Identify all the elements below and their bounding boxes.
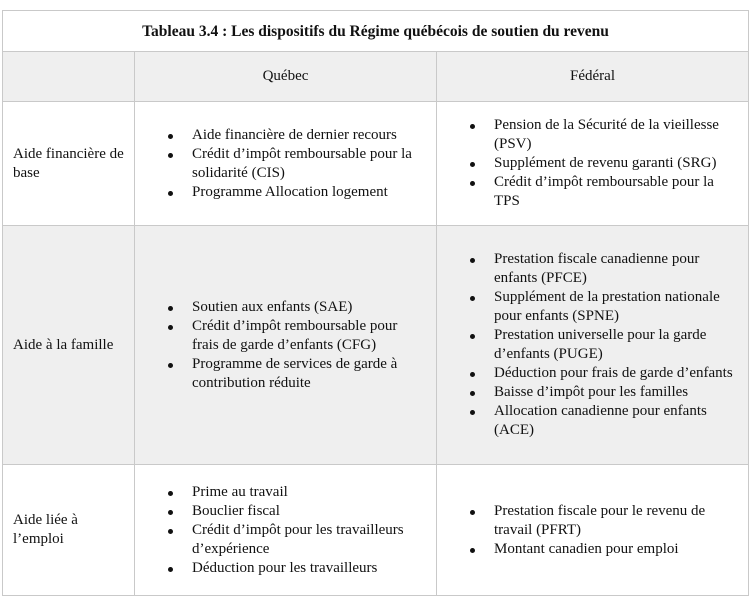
- list-item: Déduction pour frais de garde d’enfants: [437, 364, 738, 383]
- list-item: Prestation universelle pour la garde d’enfants (PUGE): [437, 326, 738, 364]
- row-category: Aide à la famille: [3, 226, 135, 465]
- list-item: Crédit d’impôt pour les travailleurs d’expérience: [135, 521, 426, 559]
- federal-list: [437, 502, 748, 559]
- list-item: Prestation fiscale canadienne pour enfants (PFCE): [437, 250, 738, 288]
- table-row-employment-aid: [3, 465, 749, 596]
- list-item: Montant canadien pour emploi: [437, 540, 738, 559]
- list-item: Crédit d’impôt remboursable pour la TPS: [437, 173, 738, 211]
- list-item: Aide financière de dernier recours: [135, 126, 426, 145]
- federal-cell: [437, 226, 749, 465]
- list-item: Programme Allocation logement: [135, 183, 426, 202]
- federal-list: [437, 116, 748, 211]
- header-quebec: Québec: [135, 52, 437, 102]
- header-federal: Fédéral: [437, 52, 749, 102]
- header-row: [3, 52, 749, 102]
- list-item: Supplément de revenu garanti (SRG): [437, 154, 738, 173]
- quebec-cell: [135, 102, 437, 226]
- list-item: Prestation fiscale pour le revenu de travail (PFRT): [437, 502, 738, 540]
- list-item: Supplément de la prestation nationale pour enfants (SPNE): [437, 288, 738, 326]
- support-programs-table: [2, 10, 749, 596]
- table-row-family-aid: [3, 226, 749, 465]
- federal-cell: [437, 465, 749, 596]
- federal-list: [437, 250, 748, 440]
- list-item: Crédit d’impôt remboursable pour frais de garde d’enfants (CFG): [135, 317, 426, 355]
- federal-cell: [437, 102, 749, 226]
- list-item: Pension de la Sécurité de la vieillesse (PSV): [437, 116, 738, 154]
- list-item: Bouclier fiscal: [135, 502, 426, 521]
- quebec-list: [135, 126, 436, 202]
- table-title: Tableau 3.4 : Les dispositifs du Régime québécois de soutien du revenu: [3, 11, 749, 52]
- quebec-cell: [135, 226, 437, 465]
- header-empty-cell: [3, 52, 135, 102]
- quebec-cell: [135, 465, 437, 596]
- list-item: Programme de services de garde à contribution réduite: [135, 355, 426, 393]
- list-item: Soutien aux enfants (SAE): [135, 298, 426, 317]
- quebec-list: [135, 483, 436, 578]
- quebec-list: [135, 298, 436, 393]
- row-category: Aide financière de base: [3, 102, 135, 226]
- list-item: Baisse d’impôt pour les familles: [437, 383, 738, 402]
- list-item: Prime au travail: [135, 483, 426, 502]
- list-item: Crédit d’impôt remboursable pour la solidarité (CIS): [135, 145, 426, 183]
- list-item: Allocation canadienne pour enfants (ACE): [437, 402, 738, 440]
- row-category: Aide liée à l’emploi: [3, 465, 135, 596]
- table-row-base-aid: [3, 102, 749, 226]
- list-item: Déduction pour les travailleurs: [135, 559, 426, 578]
